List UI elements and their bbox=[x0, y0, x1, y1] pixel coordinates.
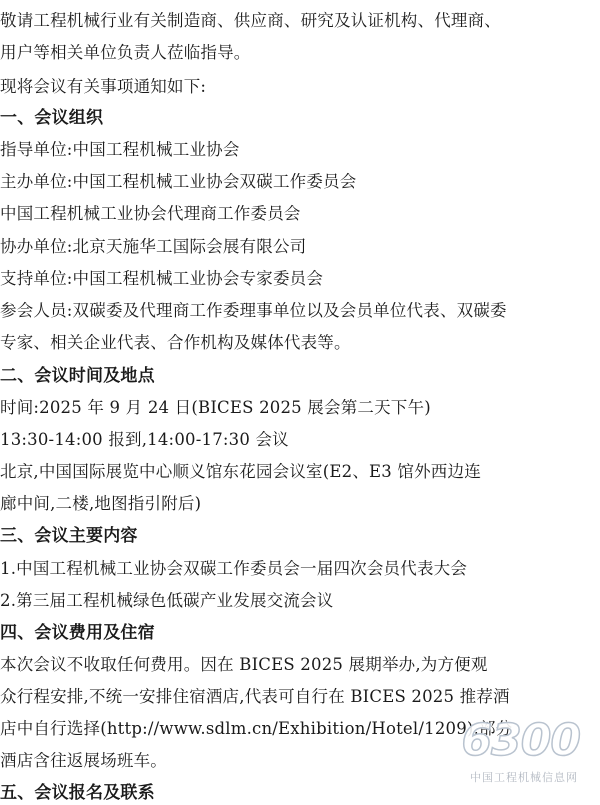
section-heading: 四、会议费用及住宿 bbox=[0, 623, 155, 643]
body-text-line: 本次会议不收取任何费用。因在 BICES 2025 展期举办,为方便观 bbox=[0, 655, 488, 674]
body-text-line: 店中自行选择(http://www.sdlm.cn/Exhibition/Hotel/1209),部分 bbox=[0, 719, 513, 738]
body-text-line: 专家、相关企业代表、合作机构及媒体代表等。 bbox=[0, 333, 351, 352]
body-text-line: 主办单位:中国工程机械工业协会双碳工作委员会 bbox=[0, 172, 357, 191]
body-text-line: 参会人员:双碳委及代理商工作委理事单位以及会员单位代表、双碳委 bbox=[0, 301, 507, 320]
body-text-line: 协办单位:北京天施华工国际会展有限公司 bbox=[0, 237, 307, 256]
watermark-site-name: 中国工程机械信息网 bbox=[470, 771, 578, 784]
section-heading: 二、会议时间及地点 bbox=[0, 366, 155, 386]
body-text-line: 指导单位:中国工程机械工业协会 bbox=[0, 140, 240, 159]
watermark-logo-number: 6300 bbox=[461, 715, 580, 766]
body-text-line: 13:30-14:00 报到,14:00-17:30 会议 bbox=[0, 430, 289, 449]
body-text-line: 众行程安排,不统一安排住宿酒店,代表可自行在 BICES 2025 推荐酒 bbox=[0, 687, 510, 706]
body-text-line: 用户等相关单位负责人莅临指导。 bbox=[0, 43, 251, 62]
section-heading: 五、会议报名及联系 bbox=[0, 783, 155, 803]
section-heading: 一、会议组织 bbox=[0, 108, 104, 128]
body-text-line: 支持单位:中国工程机械工业协会专家委员会 bbox=[0, 269, 324, 288]
body-text-line: 1.中国工程机械工业协会双碳工作委员会一届四次会员代表大会 bbox=[0, 559, 468, 578]
section-heading: 三、会议主要内容 bbox=[0, 526, 138, 546]
body-text-line: 时间:2025 年 9 月 24 日(BICES 2025 展会第二天下午) bbox=[0, 398, 431, 417]
body-text-line: 北京,中国国际展览中心顺义馆东花园会议室(E2、E3 馆外西边连 bbox=[0, 462, 481, 481]
body-text-line: 敬请工程机械行业有关制造商、供应商、研究及认证机构、代理商、 bbox=[0, 11, 501, 30]
site-watermark bbox=[430, 717, 580, 787]
body-text-line: 廊中间,二楼,地图指引附后) bbox=[0, 494, 202, 513]
body-text-line: 中国工程机械工业协会代理商工作委员会 bbox=[0, 204, 301, 223]
body-text-line: 酒店含往返展场班车。 bbox=[0, 751, 167, 770]
body-text-line: 现将会议有关事项通知如下: bbox=[0, 77, 207, 96]
body-text-line: 2.第三届工程机械绿色低碳产业发展交流会议 bbox=[0, 591, 334, 610]
